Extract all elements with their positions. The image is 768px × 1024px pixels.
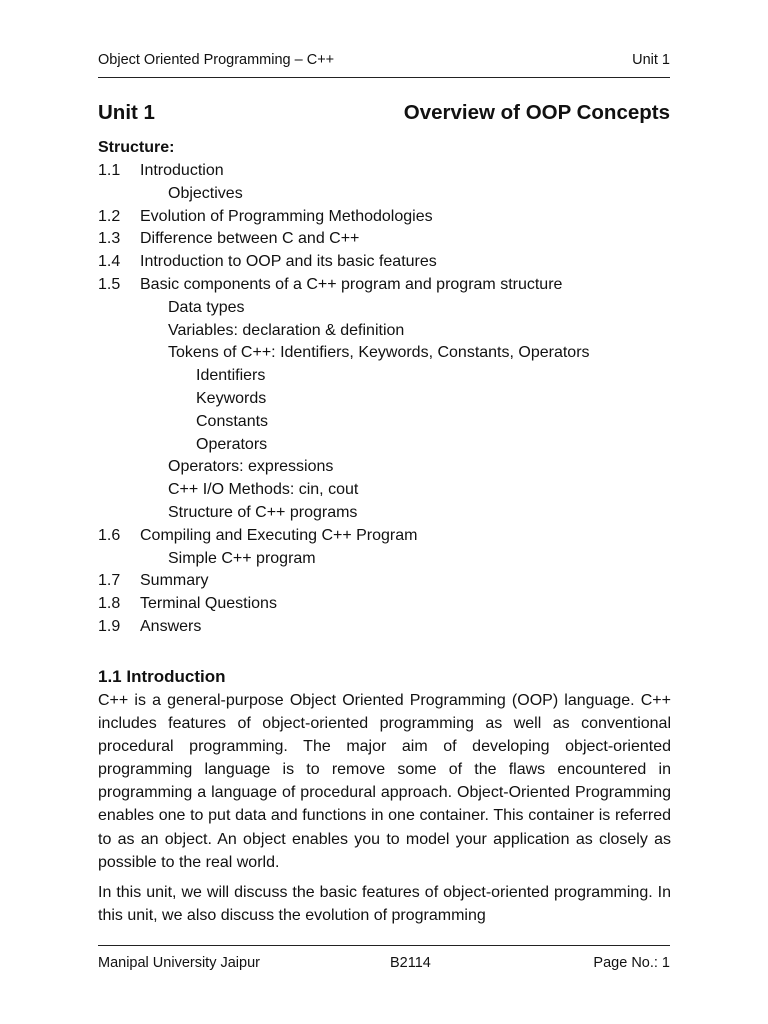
toc-item [98, 160, 678, 183]
toc-item [98, 388, 678, 411]
toc-item [98, 593, 678, 616]
toc-item-number: 1.7 [98, 572, 121, 590]
toc-item-text: Evolution of Programming Methodologies [140, 207, 433, 225]
toc-item [98, 570, 678, 593]
toc-item-number: 1.4 [98, 253, 121, 271]
toc-item-text: Structure of C++ programs [168, 503, 358, 521]
header-divider [98, 77, 670, 78]
toc-item-number: 1.8 [98, 595, 121, 613]
toc-item [98, 342, 678, 365]
toc-item-text: C++ I/O Methods: cin, cout [168, 481, 359, 499]
toc-item-number: 1.9 [98, 617, 121, 635]
toc-item-text: Operators: expressions [168, 458, 334, 476]
toc-item-text: Summary [140, 572, 209, 590]
toc-item [98, 274, 678, 297]
table-of-contents [98, 160, 678, 639]
toc-item-text: Variables: declaration & definition [168, 321, 405, 339]
toc-item-number: 1.5 [98, 275, 121, 293]
toc-item-text: Difference between C and C++ [140, 230, 360, 248]
footer-university: Manipal University Jaipur [98, 955, 260, 971]
toc-item [98, 228, 678, 251]
toc-item-text: Keywords [196, 389, 267, 407]
header-unit-label: Unit 1 [632, 52, 670, 68]
unit-title-row [98, 101, 670, 129]
intro-paragraph-2: In this unit, we will discuss the basic features of object-oriented programming. In this unit, we also discuss the evolution of programming [98, 884, 671, 925]
toc-item-text: Introduction to OOP and its basic features [140, 253, 437, 271]
toc-item [98, 456, 678, 479]
toc-item-number: 1.1 [98, 162, 121, 179]
toc-item-text: Objectives [168, 184, 243, 202]
toc-item [98, 502, 678, 525]
toc-item-text: Data types [168, 298, 245, 316]
toc-item-text: Compiling and Executing C++ Program [140, 526, 418, 544]
toc-item-text: Answers [140, 617, 202, 635]
unit-number: Unit 1 [98, 101, 155, 124]
toc-item [98, 365, 678, 388]
footer-course-code: B2114 [390, 955, 431, 971]
toc-item-number: 1.6 [98, 526, 121, 544]
toc-item-text: Introduction [140, 162, 224, 179]
toc-item [98, 525, 678, 548]
toc-item [98, 411, 678, 434]
section-title: 1.1 Introduction [98, 667, 226, 686]
intro-paragraph-1: C++ is a general-purpose Object Oriented Programming (OOP) language. C++ includes features of object-oriented programming as well as conventional procedural programming. The major aim of developing object-oriented programming language is to remove some of the flaws encountered in programming a language of procedural approach. Object-Oriented Programming enables one to put data and functions in one container. This container is referred to as an object. An object enables you to model your application as closely as possible to the real world. [98, 692, 671, 871]
toc-item [98, 548, 678, 571]
toc-item [98, 206, 678, 229]
toc-item-number: 1.3 [98, 230, 121, 248]
toc-item [98, 434, 678, 457]
toc-item-text: Operators [196, 435, 268, 453]
header-course-title: Object Oriented Programming – C++ [98, 52, 335, 68]
toc-item [98, 183, 678, 206]
footer-page-number: Page No.: 1 [593, 955, 670, 971]
toc-item [98, 616, 678, 639]
toc-item-text: Basic components of a C++ program and program structure [140, 275, 563, 293]
toc-item [98, 479, 678, 502]
toc-item-text: Simple C++ program [168, 549, 316, 567]
structure-label: Structure: [98, 139, 175, 156]
toc-item-text: Constants [196, 412, 269, 430]
toc-item-text: Tokens of C++: Identifiers, Keywords, Constants, Operators [168, 344, 590, 362]
toc-item-text: Terminal Questions [140, 595, 277, 613]
toc-item-number: 1.2 [98, 207, 121, 225]
toc-item [98, 297, 678, 320]
footer-divider [98, 945, 670, 946]
unit-heading: Overview of OOP Concepts [403, 101, 670, 124]
page-footer [98, 955, 670, 975]
toc-item [98, 251, 678, 274]
toc-item-text: Identifiers [196, 367, 266, 385]
page-header [98, 52, 670, 72]
toc-item [98, 320, 678, 343]
